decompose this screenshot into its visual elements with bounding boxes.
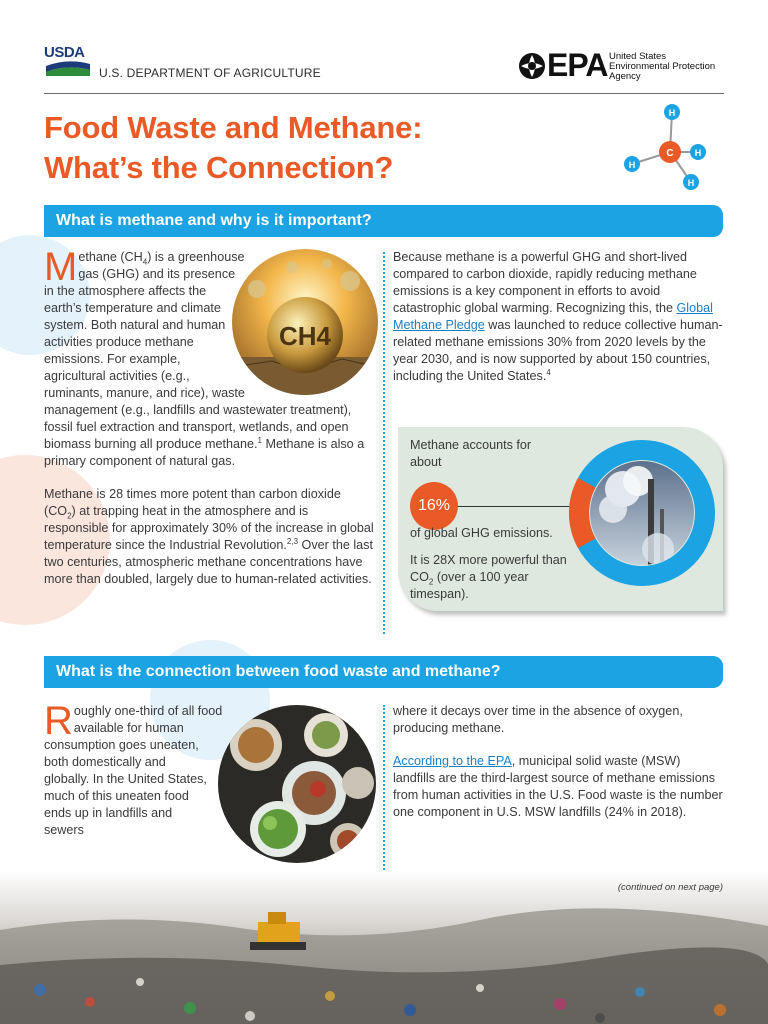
methane-intro-paragraph: Methane $(CH_4)$ is a greenhouse gas (GHG) and its presence in the atmosphere affects the earth’s temperature and climate system. Both natural and human activities produce methane emissions. For example, agricultural activities (e.g., ruminants, manure, and rice), waste management (e.g., landfills and wastewater treatment), fossil fuel extraction and transport, wetlands, and open biomass burning all produce methane.$^1$ Methane is also a primary component of natural gas.: [44, 245, 365, 468]
donut-share-slice: [579, 483, 587, 544]
epa-flower-icon: [518, 52, 546, 80]
column-divider: [383, 252, 385, 634]
methane-molecule-icon: [620, 102, 710, 192]
usda-department: U.S. DEPARTMENT OF AGRICULTURE: [99, 66, 321, 80]
column-divider: [383, 705, 385, 885]
methane-pledge-paragraph: Because methane is a powerful GHG and short-lived compared to carbon dioxide, rapidly reducing methane emissions is a key component in efforts to avoid catastrophic global warming. Recognizing this, the Global Methane Pledge was launched to reduce collective human-related methane emissions 30% from 2020 levels by the year 2030, and is now supported by about 150 countries, including the United States.$^4$: [393, 250, 723, 383]
decay-paragraph: where it decays over time in the absence of oxygen, producing methane.: [393, 704, 683, 735]
section-heading-food-waste: What is the connection between food waste and methane?: [44, 656, 723, 688]
percent-connector-line: [458, 506, 578, 507]
food-plates-image: [218, 705, 376, 863]
epa-logo-text: EPA: [547, 47, 608, 83]
usda-logo-text: USDA: [44, 44, 85, 61]
drop-cap-m: M: [44, 245, 78, 289]
page-title: [44, 108, 422, 188]
atom-label-hydrogen: H: [687, 178, 695, 188]
page-header: [44, 44, 724, 94]
atom-label-hydrogen: H: [668, 108, 676, 118]
stat-power: It is 28X more powerful than $CO_2$ (over a 100 year timespan).: [410, 553, 567, 601]
ch4-label: CH4: [278, 321, 332, 351]
methane-potency-paragraph: Methane is 28 times more potent than carbon dioxide $(CO_2)$ at trapping heat in the atmosphere and is responsible for approximately 30% of the increase in global temperature since the Industrial Revolution.$^{2,3}$ Over the last two centuries, atmospheric methane concentrations have more than doubled, largely due to human-related activities.: [44, 487, 374, 586]
stat-suffix: of global GHG emissions.: [410, 526, 553, 540]
drop-cap-r: R: [44, 699, 73, 743]
ghg-stat-box: [398, 427, 723, 611]
percent-badge: 16%: [410, 482, 458, 530]
section-heading-methane: What is methane and why is it important?: [44, 205, 723, 237]
stat-intro: Methane accounts for about: [410, 438, 532, 469]
atom-label-hydrogen: H: [628, 160, 636, 170]
atom-label-hydrogen: H: [694, 148, 702, 158]
title-line-2: What’s the Connection?: [44, 150, 394, 185]
food-uneaten-paragraph: Roughly one-third of all food available for human consumption goes uneaten, both domestically and globally. In the United States, much of this uneaten food ends up in landfills and sewers: [44, 699, 223, 837]
section1-right-column: [393, 249, 723, 385]
ch4-bubble-image: [232, 249, 378, 395]
global-methane-pledge-link[interactable]: Global Methane Pledge: [393, 301, 713, 332]
title-line-1: Food Waste and Methane:: [44, 110, 423, 145]
landfill-image: [0, 870, 768, 1024]
section2-left-column: [44, 699, 376, 863]
ghg-share-donut: [568, 439, 716, 587]
section1-left-column: [44, 245, 376, 604]
msw-landfill-paragraph: According to the EPA, municipal solid waste (MSW) landfills are the third-largest source of methane emissions from human activities in the U.S. Food waste is the number one component in U.S. MSW landfills (24% in 2018).: [393, 754, 723, 819]
atom-label-carbon: C: [666, 148, 674, 159]
continued-note: (continued on next page): [617, 882, 723, 893]
section2-right-column: [393, 703, 723, 821]
epa-agency-name: United States Environmental Protection Agency: [609, 51, 716, 82]
according-to-epa-link[interactable]: According to the EPA: [393, 754, 512, 768]
